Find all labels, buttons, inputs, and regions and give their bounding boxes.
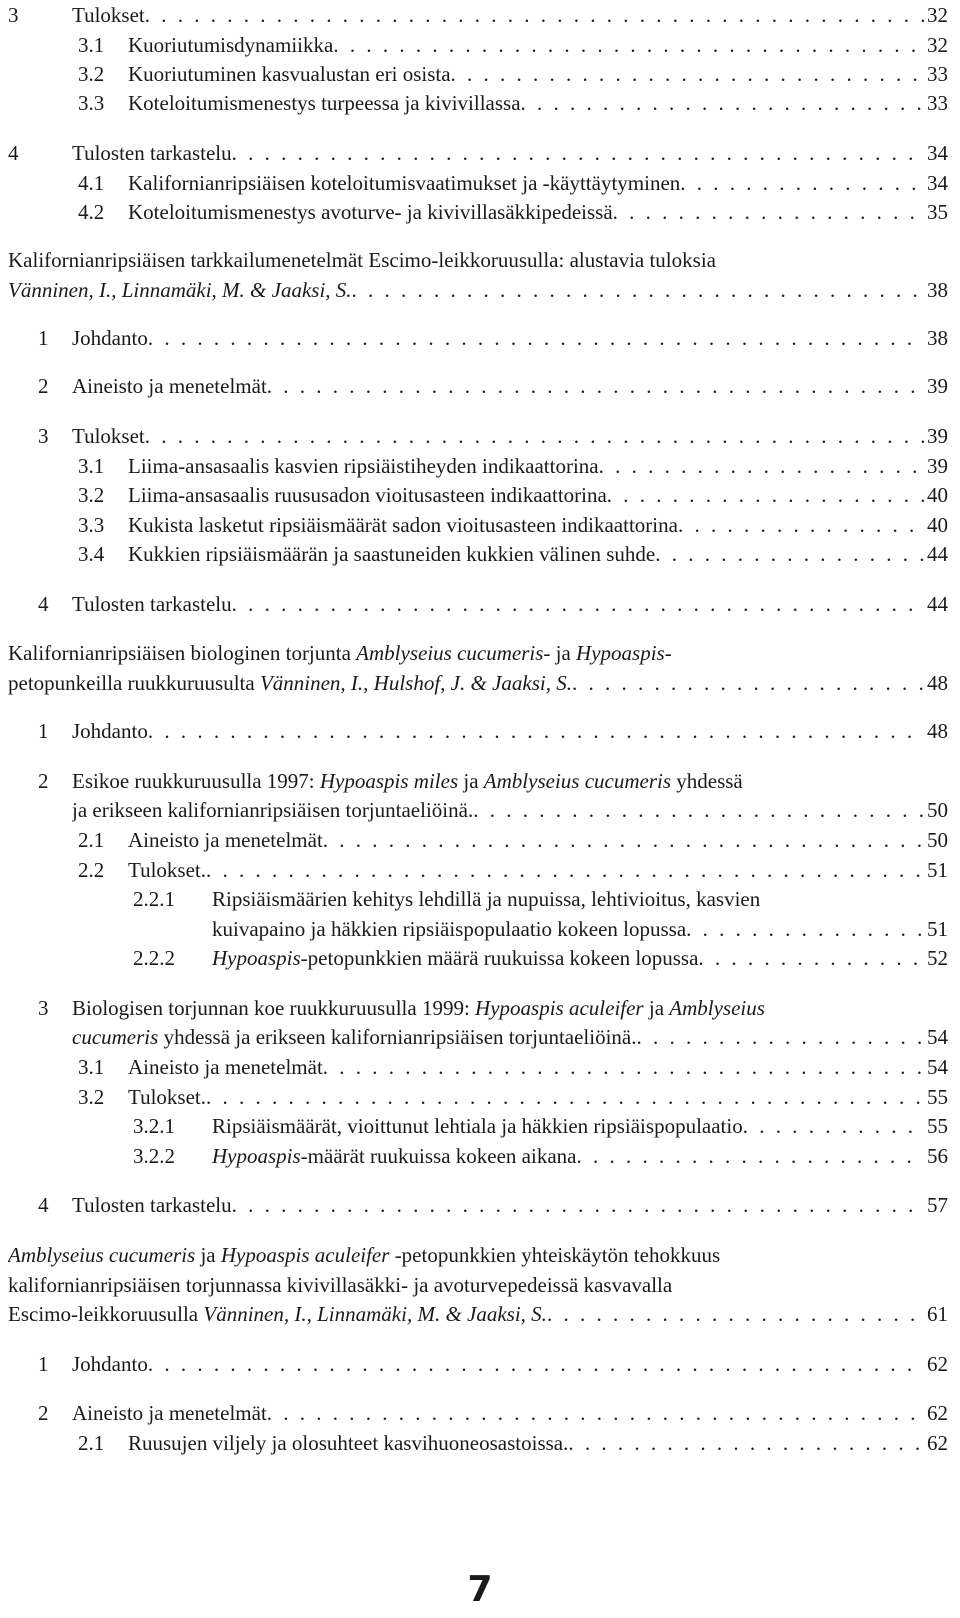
dot-leader bbox=[333, 30, 924, 60]
toc-entry-title bbox=[8, 668, 572, 698]
toc-entry-title-row bbox=[8, 1299, 948, 1329]
toc-entry bbox=[0, 30, 948, 60]
toc-entry-page: 44 bbox=[927, 542, 948, 566]
text: Koteloitumismenestys turpeessa ja kivivillassa bbox=[128, 91, 521, 115]
text: Tulosten tarkastelu bbox=[72, 1193, 232, 1217]
toc-entry-title-row bbox=[128, 1428, 948, 1458]
toc-entry-title bbox=[72, 371, 267, 401]
toc-entry-number: 3.2 bbox=[78, 1085, 105, 1109]
toc-entry-page: 50 bbox=[927, 828, 948, 852]
text: Ripsiäismäärien kehitys lehdillä ja nupuissa, lehtivioitus, kasvien bbox=[212, 887, 761, 911]
italic-text: Amblyseius bbox=[669, 996, 765, 1020]
toc-entry-title-row bbox=[128, 451, 948, 481]
toc-entry bbox=[0, 589, 948, 619]
toc-entry-number: 2 bbox=[38, 769, 49, 793]
toc-entry-title bbox=[128, 480, 607, 510]
dot-leader bbox=[323, 825, 924, 855]
toc-entry-number: 4 bbox=[38, 592, 49, 616]
dot-leader bbox=[743, 1111, 924, 1141]
toc-entry-title-row bbox=[72, 716, 948, 746]
toc-entry-title bbox=[72, 589, 232, 619]
text: Koteloitumismenestys avoturve- ja kivivillasäkkipedeissä bbox=[128, 200, 613, 224]
toc-entry-title bbox=[72, 766, 743, 796]
toc-entry-page: 62 bbox=[927, 1352, 948, 1376]
dot-leader bbox=[473, 795, 924, 825]
toc-entry-number: 3 bbox=[38, 424, 49, 448]
dot-leader bbox=[547, 1299, 924, 1329]
toc-entry bbox=[0, 451, 948, 481]
toc-entry bbox=[0, 59, 948, 89]
toc-entry-title bbox=[128, 197, 613, 227]
text: yhdessä bbox=[671, 769, 743, 793]
toc-entry-title-row bbox=[72, 421, 948, 451]
toc-entry bbox=[0, 539, 948, 569]
toc-entry bbox=[0, 1190, 948, 1220]
dot-leader bbox=[148, 716, 924, 746]
dot-leader bbox=[680, 168, 924, 198]
toc-entry-title bbox=[128, 1428, 568, 1458]
text: Aineisto ja menetelmät bbox=[128, 828, 323, 852]
toc-entry-title-row bbox=[128, 168, 948, 198]
toc-entry-title bbox=[128, 855, 206, 885]
toc-entry-title bbox=[8, 1299, 547, 1329]
dot-leader bbox=[206, 1082, 924, 1112]
dot-leader bbox=[323, 1052, 924, 1082]
text: Tulosten tarkastelu bbox=[72, 592, 232, 616]
italic-text: Vänninen, I., Linnamäki, M. & Jaaksi, S. bbox=[8, 278, 352, 302]
toc-entry-page: 61 bbox=[927, 1302, 948, 1326]
toc-entry-page: 38 bbox=[927, 326, 948, 350]
dot-leader bbox=[599, 451, 924, 481]
text: - ja bbox=[543, 641, 577, 665]
toc-entry-title-row bbox=[128, 480, 948, 510]
toc-entry-number: 1 bbox=[38, 1352, 49, 1376]
text: Johdanto bbox=[72, 326, 148, 350]
toc-entry-title-row bbox=[72, 0, 948, 30]
dot-leader bbox=[655, 539, 924, 569]
toc-entry-title bbox=[72, 1349, 148, 1379]
toc-entry-number: 2.1 bbox=[78, 1431, 105, 1455]
toc-entry-title bbox=[128, 510, 678, 540]
italic-text: Vänninen, I., Hulshof, J. & Jaaksi, S. bbox=[259, 671, 572, 695]
toc-entry-title-row bbox=[72, 323, 948, 353]
dot-leader bbox=[613, 197, 924, 227]
toc-entry-title bbox=[72, 138, 232, 168]
toc-entry-title-row bbox=[8, 1240, 948, 1270]
toc-entry-title-row bbox=[128, 30, 948, 60]
text: Esikoe ruukkuruusulla 1997: bbox=[72, 769, 320, 793]
dot-leader bbox=[572, 668, 924, 698]
toc-entry-page: 32 bbox=[927, 33, 948, 57]
dot-leader bbox=[568, 1428, 924, 1458]
toc-entry-number: 2.2.1 bbox=[133, 887, 175, 911]
toc-entry-page: 40 bbox=[927, 513, 948, 537]
toc-entry-title bbox=[212, 943, 698, 973]
dot-leader bbox=[637, 1022, 925, 1052]
toc-entry-title bbox=[128, 30, 333, 60]
toc-entry-title-row bbox=[8, 668, 948, 698]
text: Kukista lasketut ripsiäismäärät sadon vioitusasteen indikaattorina bbox=[128, 513, 678, 537]
toc-entry-number: 3.2.1 bbox=[133, 1114, 175, 1138]
toc-entry bbox=[0, 88, 948, 118]
dot-leader bbox=[352, 275, 924, 305]
toc-entry-number: 3.2 bbox=[78, 62, 105, 86]
toc-entry bbox=[0, 0, 948, 30]
dot-leader bbox=[145, 0, 924, 30]
dot-leader bbox=[267, 371, 924, 401]
text: kalifornianripsiäisen torjunnassa kivivillasäkki- ja avoturvepedeissä kasvavalla bbox=[8, 1273, 673, 1297]
toc-entry-title bbox=[72, 716, 148, 746]
toc-entry-title-row bbox=[8, 638, 948, 668]
dot-leader bbox=[232, 138, 924, 168]
toc-entry bbox=[0, 825, 948, 855]
toc-entry-number: 3.1 bbox=[78, 454, 105, 478]
toc-entry-title bbox=[128, 1082, 206, 1112]
toc-entry-page: 62 bbox=[927, 1401, 948, 1425]
dot-leader bbox=[686, 914, 924, 944]
toc-entry bbox=[0, 1141, 948, 1171]
text: petopunkeilla ruukkuruusulta bbox=[8, 671, 260, 695]
text: Liima-ansasaalis ruususadon vioitusasteen indikaattorina bbox=[128, 483, 607, 507]
text: Tulokset. bbox=[128, 858, 207, 882]
toc-entry-page: 35 bbox=[927, 200, 948, 224]
text: ja erikseen kalifornianripsiäisen torjuntaeliöinä. bbox=[72, 798, 474, 822]
toc-entry bbox=[0, 943, 948, 973]
toc-entry bbox=[0, 421, 948, 451]
toc-entry-page: 62 bbox=[927, 1431, 948, 1455]
toc-entry-title-row bbox=[212, 1141, 948, 1171]
text: Tulokset. bbox=[128, 1085, 207, 1109]
toc-entry-title-row bbox=[72, 1349, 948, 1379]
italic-text: Amblyseius cucumeris bbox=[483, 769, 672, 793]
toc-entry-title-row bbox=[128, 539, 948, 569]
toc-entry bbox=[0, 510, 948, 540]
text: Tulosten tarkastelu bbox=[72, 141, 232, 165]
toc-entry-page: 51 bbox=[927, 858, 948, 882]
toc-entry-number: 1 bbox=[38, 326, 49, 350]
toc-entry-page: 48 bbox=[927, 719, 948, 743]
toc-entry-page: 39 bbox=[927, 454, 948, 478]
toc-entry bbox=[0, 884, 948, 914]
toc-entry-title bbox=[72, 1190, 232, 1220]
toc-entry-title-row bbox=[72, 589, 948, 619]
toc-entry-title-row bbox=[8, 1270, 948, 1300]
toc-entry-title bbox=[72, 1022, 637, 1052]
toc-entry-page: 50 bbox=[927, 798, 948, 822]
dot-leader bbox=[678, 510, 924, 540]
dot-leader bbox=[232, 589, 924, 619]
toc-entry-title-row bbox=[128, 59, 948, 89]
toc-entry-title bbox=[8, 1270, 672, 1300]
toc-entry-number: 4 bbox=[38, 1193, 49, 1217]
text: yhdessä ja erikseen kalifornianripsiäisen torjuntaeliöinä. bbox=[158, 1025, 637, 1049]
toc-entry-page: 34 bbox=[927, 171, 948, 195]
toc-entry-page: 51 bbox=[927, 917, 948, 941]
text: ja bbox=[195, 1243, 221, 1267]
text: -petopunkkien yhteiskäytön tehokkuus bbox=[389, 1243, 721, 1267]
italic-text: Hypoaspis miles bbox=[319, 769, 459, 793]
toc-entry-page: 52 bbox=[927, 946, 948, 970]
toc-entry-page: 39 bbox=[927, 374, 948, 398]
text: Escimo-leikkoruusulla bbox=[8, 1302, 204, 1326]
toc-entry-title-row bbox=[128, 1052, 948, 1082]
text: Tulokset bbox=[72, 3, 145, 27]
toc-entry-title-row bbox=[212, 1111, 948, 1141]
toc-entry-title-row bbox=[72, 993, 948, 1023]
toc-entry-number: 1 bbox=[38, 719, 49, 743]
toc-entry-number: 3.1 bbox=[78, 1055, 105, 1079]
toc-entry-title-row bbox=[128, 88, 948, 118]
text: Kuoriutuminen kasvualustan eri osista bbox=[128, 62, 451, 86]
dot-leader bbox=[145, 421, 924, 451]
toc-entry bbox=[0, 1022, 948, 1052]
text: Aineisto ja menetelmät bbox=[72, 1401, 267, 1425]
text: Ripsiäismäärät, vioittunut lehtiala ja häkkien ripsiäispopulaatio bbox=[212, 1114, 743, 1138]
toc-entry-number: 3.3 bbox=[78, 513, 105, 537]
toc-entry-title-row bbox=[128, 510, 948, 540]
toc-entry-title bbox=[72, 421, 145, 451]
dot-leader bbox=[576, 1141, 924, 1171]
toc-entry-title-row bbox=[212, 943, 948, 973]
toc-entry-page: 54 bbox=[927, 1055, 948, 1079]
toc-entry-title bbox=[128, 825, 323, 855]
toc-entry-page: 48 bbox=[927, 671, 948, 695]
italic-text: Amblyseius cucumeris bbox=[356, 641, 544, 665]
toc-entry-number: 3.4 bbox=[78, 542, 105, 566]
toc-entry-title-row bbox=[72, 1398, 948, 1428]
toc-entry-page: 57 bbox=[927, 1193, 948, 1217]
toc-entry-number: 2.2.2 bbox=[133, 946, 175, 970]
toc-entry bbox=[0, 138, 948, 168]
toc-entry-page: 56 bbox=[927, 1144, 948, 1168]
italic-text: Vänninen, I., Linnamäki, M. & Jaaksi, S. bbox=[203, 1302, 547, 1326]
toc-entry-title-row bbox=[212, 884, 948, 914]
toc-entry bbox=[0, 1270, 948, 1300]
toc-entry-title bbox=[8, 1240, 720, 1270]
toc-entry-title bbox=[72, 1398, 267, 1428]
toc-entry bbox=[0, 275, 948, 305]
toc-entry-title-row bbox=[212, 914, 948, 944]
italic-text: Hypoaspis bbox=[212, 946, 301, 970]
dot-leader bbox=[607, 480, 924, 510]
toc-entry-number: 2 bbox=[38, 374, 49, 398]
toc-entry bbox=[0, 993, 948, 1023]
text: Biologisen torjunnan koe ruukkuruusulla 1999: bbox=[72, 996, 476, 1020]
toc-entry-title-row bbox=[72, 138, 948, 168]
toc-entry-title bbox=[8, 275, 352, 305]
toc-entry-title bbox=[128, 168, 680, 198]
toc-entry-number: 4 bbox=[8, 141, 19, 165]
toc-entry-title-row bbox=[128, 1082, 948, 1112]
toc-entry-number: 3.1 bbox=[78, 33, 105, 57]
toc-entry bbox=[0, 197, 948, 227]
toc-entry-title bbox=[128, 59, 451, 89]
toc-entry-title bbox=[128, 451, 599, 481]
toc-entry-number: 3 bbox=[8, 3, 19, 27]
toc-entry-number: 4.2 bbox=[78, 200, 105, 224]
toc-entry-title-row bbox=[128, 825, 948, 855]
text: Kuoriutumisdynamiikka bbox=[128, 33, 334, 57]
text: Liima-ansasaalis kasvien ripsiäistiheyden indikaattorina bbox=[128, 454, 599, 478]
toc-entry-number: 4.1 bbox=[78, 171, 105, 195]
dot-leader bbox=[232, 1190, 924, 1220]
toc-entry bbox=[0, 1349, 948, 1379]
text: - bbox=[664, 641, 672, 665]
toc-entry-page: 44 bbox=[927, 592, 948, 616]
toc-entry-page: 40 bbox=[927, 483, 948, 507]
toc-entry bbox=[0, 716, 948, 746]
toc-entry bbox=[0, 1428, 948, 1458]
toc-entry bbox=[0, 638, 948, 668]
toc-entry bbox=[0, 1240, 948, 1270]
toc-entry-number: 3.2.2 bbox=[133, 1144, 175, 1168]
italic-text: Hypoaspis aculeifer bbox=[220, 1243, 390, 1267]
toc-entry bbox=[0, 914, 948, 944]
toc-entry-title bbox=[128, 539, 655, 569]
italic-text: Hypoaspis aculeifer bbox=[475, 996, 644, 1020]
dot-leader bbox=[148, 323, 924, 353]
toc-entry-title bbox=[212, 914, 686, 944]
toc-entry-page: 39 bbox=[927, 424, 948, 448]
toc-entry-number: 3 bbox=[38, 996, 49, 1020]
toc-entry-title bbox=[128, 1052, 323, 1082]
toc-entry bbox=[0, 855, 948, 885]
text: Johdanto bbox=[72, 1352, 148, 1376]
toc-entry-title-row bbox=[128, 197, 948, 227]
dot-leader bbox=[206, 855, 924, 885]
toc-entry-title bbox=[72, 0, 145, 30]
text: ja bbox=[643, 996, 670, 1020]
toc-entry-title bbox=[72, 323, 148, 353]
toc-entry bbox=[0, 1052, 948, 1082]
toc-entry bbox=[0, 323, 948, 353]
toc-entry-page: 38 bbox=[927, 278, 948, 302]
toc-entry-title bbox=[8, 245, 716, 275]
toc-entry bbox=[0, 245, 948, 275]
toc-entry-title bbox=[72, 795, 473, 825]
toc-entry-number: 2 bbox=[38, 1401, 49, 1425]
text: Aineisto ja menetelmät bbox=[128, 1055, 323, 1079]
toc-entry-title-row bbox=[72, 766, 948, 796]
toc-entry bbox=[0, 480, 948, 510]
toc-entry-title-row bbox=[8, 245, 948, 275]
dot-leader bbox=[148, 1349, 924, 1379]
dot-leader bbox=[267, 1398, 924, 1428]
italic-text: Amblyseius cucumeris bbox=[8, 1243, 196, 1267]
toc-entry-page: 55 bbox=[927, 1085, 948, 1109]
toc-entry-page: 32 bbox=[927, 3, 948, 27]
toc-entry-title-row bbox=[8, 275, 948, 305]
toc-entry-page: 33 bbox=[927, 91, 948, 115]
toc-entry-title-row bbox=[72, 1190, 948, 1220]
text: -määrät ruukuissa kokeen aikana bbox=[300, 1144, 577, 1168]
toc-entry-title bbox=[128, 88, 521, 118]
italic-text: Hypoaspis bbox=[212, 1144, 301, 1168]
toc-entry-title bbox=[72, 993, 765, 1023]
toc-entry-title bbox=[212, 1111, 743, 1141]
text: Aineisto ja menetelmät bbox=[72, 374, 267, 398]
text: -petopunkkien määrä ruukuissa kokeen lopussa bbox=[300, 946, 699, 970]
dot-leader bbox=[451, 59, 924, 89]
italic-text: Hypoaspis bbox=[576, 641, 665, 665]
italic-text: cucumeris bbox=[72, 1025, 159, 1049]
toc-entry bbox=[0, 168, 948, 198]
page-number: 7 bbox=[467, 1569, 493, 1610]
toc-entry-title bbox=[212, 884, 760, 914]
toc-entry bbox=[0, 371, 948, 401]
toc-entry bbox=[0, 766, 948, 796]
toc-entry-number: 2.1 bbox=[78, 828, 105, 852]
text: Ruusujen viljely ja olosuhteet kasvihuoneosastoissa. bbox=[128, 1431, 569, 1455]
text: Kukkien ripsiäismäärän ja saastuneiden kukkien välinen suhde bbox=[128, 542, 656, 566]
toc-entry-title-row bbox=[72, 795, 948, 825]
text: ja bbox=[458, 769, 484, 793]
toc-entry-number: 3.2 bbox=[78, 483, 105, 507]
toc-entry bbox=[0, 668, 948, 698]
toc-entry bbox=[0, 1299, 948, 1329]
toc-entry-page: 33 bbox=[927, 62, 948, 86]
toc-entry-page: 34 bbox=[927, 141, 948, 165]
text: kuivapaino ja häkkien ripsiäispopulaatio kokeen lopussa bbox=[212, 917, 687, 941]
toc-entry-page: 54 bbox=[927, 1025, 948, 1049]
text: Tulokset bbox=[72, 424, 145, 448]
toc-entry-number: 2.2 bbox=[78, 858, 105, 882]
dot-leader bbox=[521, 88, 924, 118]
toc-entry-page: 55 bbox=[927, 1114, 948, 1138]
toc-entry bbox=[0, 1111, 948, 1141]
text: Kalifornianripsiäisen tarkkailumenetelmät Escimo-leikkoruusulla: alustavia tuloksia bbox=[8, 248, 716, 272]
toc-entry bbox=[0, 795, 948, 825]
toc-entry-number: 3.3 bbox=[78, 91, 105, 115]
dot-leader bbox=[698, 943, 924, 973]
text: Kalifornianripsiäisen koteloitumisvaatimukset ja -käyttäytyminen bbox=[128, 171, 681, 195]
text: Johdanto bbox=[72, 719, 148, 743]
toc-entry-title-row bbox=[128, 855, 948, 885]
toc-entry-title bbox=[8, 638, 672, 668]
toc-entry-title-row bbox=[72, 1022, 948, 1052]
toc-entry bbox=[0, 1398, 948, 1428]
text: Kalifornianripsiäisen biologinen torjunta bbox=[8, 641, 357, 665]
toc-entry-title-row bbox=[72, 371, 948, 401]
toc-entry bbox=[0, 1082, 948, 1112]
toc-entry-title bbox=[212, 1141, 576, 1171]
